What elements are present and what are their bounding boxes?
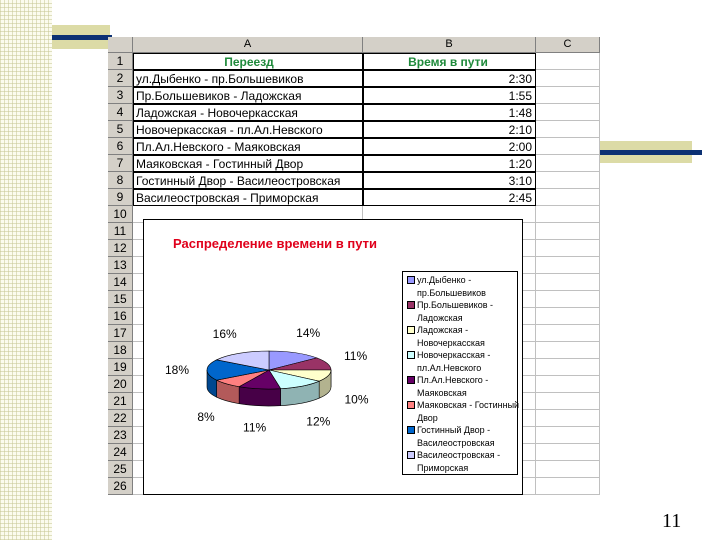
legend-swatch (407, 276, 415, 284)
page-number: 11 (662, 510, 682, 532)
legend-swatch (407, 301, 415, 309)
cell-a6[interactable]: Пл.Ал.Невского - Маяковская (133, 138, 363, 155)
row-header-8[interactable]: 8 (108, 172, 133, 189)
cell-a3[interactable]: Пр.Большевиков - Ладожская (133, 87, 363, 104)
decorative-line-right (598, 150, 702, 155)
cell-c7[interactable] (536, 155, 600, 172)
legend-label: Гостинный Двор - Василеостровская (417, 425, 495, 448)
row-header-1[interactable]: 1 (108, 53, 133, 70)
cell-c8[interactable] (536, 172, 600, 189)
row-header-26[interactable]: 26 (108, 478, 133, 495)
background-stripes (0, 0, 52, 540)
cell-a5[interactable]: Новочеркасская - пл.Ал.Невского (133, 121, 363, 138)
cell-c12[interactable] (536, 240, 600, 257)
row-header-19[interactable]: 19 (108, 359, 133, 376)
row-header-25[interactable]: 25 (108, 461, 133, 478)
cell-c5[interactable] (536, 121, 600, 138)
cell-b2[interactable]: 2:30 (363, 70, 536, 87)
cell-c13[interactable] (536, 257, 600, 274)
cell-c9[interactable] (536, 189, 600, 206)
row-header-17[interactable]: 17 (108, 325, 133, 342)
cell-c22[interactable] (536, 410, 600, 427)
cell-a2[interactable]: ул.Дыбенко - пр.Большевиков (133, 70, 363, 87)
cell-b7[interactable]: 1:20 (363, 155, 536, 172)
cell-b1[interactable]: Время в пути (363, 53, 536, 70)
column-header-c[interactable]: C (536, 37, 600, 53)
legend-swatch (407, 426, 415, 434)
row-header-7[interactable]: 7 (108, 155, 133, 172)
row-header-14[interactable]: 14 (108, 274, 133, 291)
legend-swatch (407, 401, 415, 409)
chart-title: Распределение времени в пути (173, 236, 377, 251)
column-header-corner[interactable] (108, 37, 133, 53)
cell-c6[interactable] (536, 138, 600, 155)
cell-c10[interactable] (536, 206, 600, 223)
cell-b8[interactable]: 3:10 (363, 172, 536, 189)
row-header-16[interactable]: 16 (108, 308, 133, 325)
row-header-18[interactable]: 18 (108, 342, 133, 359)
row-header-13[interactable]: 13 (108, 257, 133, 274)
cell-c3[interactable] (536, 87, 600, 104)
decorative-line-top (52, 35, 112, 40)
cell-c23[interactable] (536, 427, 600, 444)
pie-percent-label: 14% (296, 325, 321, 340)
cell-c2[interactable] (536, 70, 600, 87)
legend-label: Ладожская - Новочеркасская (417, 325, 485, 348)
cell-b4[interactable]: 1:48 (363, 104, 536, 121)
row-header-11[interactable]: 11 (108, 223, 133, 240)
cell-c25[interactable] (536, 461, 600, 478)
cell-c26[interactable] (536, 478, 600, 495)
cell-b9[interactable]: 2:45 (363, 189, 536, 206)
legend-label: Василеостровская - Приморская (417, 450, 501, 473)
cell-a1[interactable]: Переезд (133, 53, 363, 70)
row-header-15[interactable]: 15 (108, 291, 133, 308)
row-header-3[interactable]: 3 (108, 87, 133, 104)
legend-swatch (407, 351, 415, 359)
pie-plot (144, 220, 404, 490)
cell-c24[interactable] (536, 444, 600, 461)
row-header-10[interactable]: 10 (108, 206, 133, 223)
cell-c1[interactable] (536, 53, 600, 70)
legend-swatch (407, 376, 415, 384)
legend-swatch (407, 326, 415, 334)
pie-percent-label: 12% (306, 414, 331, 429)
pie-percent-label: 16% (212, 327, 237, 342)
cell-c15[interactable] (536, 291, 600, 308)
pie-slice-side (239, 387, 280, 406)
cell-b3[interactable]: 1:55 (363, 87, 536, 104)
pie-percent-label: 18% (164, 363, 190, 377)
cell-c21[interactable] (536, 393, 600, 410)
row-header-24[interactable]: 24 (108, 444, 133, 461)
pie-percent-label: 11% (343, 349, 368, 364)
row-header-6[interactable]: 6 (108, 138, 133, 155)
cell-b5[interactable]: 2:10 (363, 121, 536, 138)
cell-c18[interactable] (536, 342, 600, 359)
cell-a4[interactable]: Ладожская - Новочеркасская (133, 104, 363, 121)
row-header-22[interactable]: 22 (108, 410, 133, 427)
row-header-12[interactable]: 12 (108, 240, 133, 257)
legend-label: Пл.Ал.Невского - Маяковская (417, 375, 489, 398)
row-header-23[interactable]: 23 (108, 427, 133, 444)
cell-a7[interactable]: Маяковская - Гостинный Двор (133, 155, 363, 172)
cell-c20[interactable] (536, 376, 600, 393)
cell-b6[interactable]: 2:00 (363, 138, 536, 155)
row-header-2[interactable]: 2 (108, 70, 133, 87)
cell-c17[interactable] (536, 325, 600, 342)
row-header-20[interactable]: 20 (108, 376, 133, 393)
row-header-21[interactable]: 21 (108, 393, 133, 410)
cell-c16[interactable] (536, 308, 600, 325)
row-header-4[interactable]: 4 (108, 104, 133, 121)
row-header-9[interactable]: 9 (108, 189, 133, 206)
legend-label: Пр.Большевиков - Ладожская (417, 300, 493, 323)
row-header-5[interactable]: 5 (108, 121, 133, 138)
legend-label: Новочеркасская - пл.Ал.Невского (417, 350, 491, 373)
cell-c11[interactable] (536, 223, 600, 240)
pie-percent-label: 10% (344, 392, 369, 407)
cell-a8[interactable]: Гостинный Двор - Василеостровская (133, 172, 363, 189)
pie-percent-label: 11% (243, 420, 267, 435)
column-header-b[interactable]: B (363, 37, 536, 53)
pie-chart[interactable] (143, 219, 523, 495)
chart-legend (402, 271, 518, 475)
pie-percent-label: 8% (197, 409, 215, 424)
column-header-a[interactable]: A (133, 37, 363, 53)
cell-a9[interactable]: Василеостровская - Приморская (133, 189, 363, 206)
legend-label: ул.Дыбенко - пр.Большевиков (417, 275, 486, 298)
legend-label: Маяковская - Гостинный Двор (417, 400, 520, 423)
cell-c14[interactable] (536, 274, 600, 291)
cell-c4[interactable] (536, 104, 600, 121)
legend-swatch (407, 451, 415, 459)
cell-c19[interactable] (536, 359, 600, 376)
